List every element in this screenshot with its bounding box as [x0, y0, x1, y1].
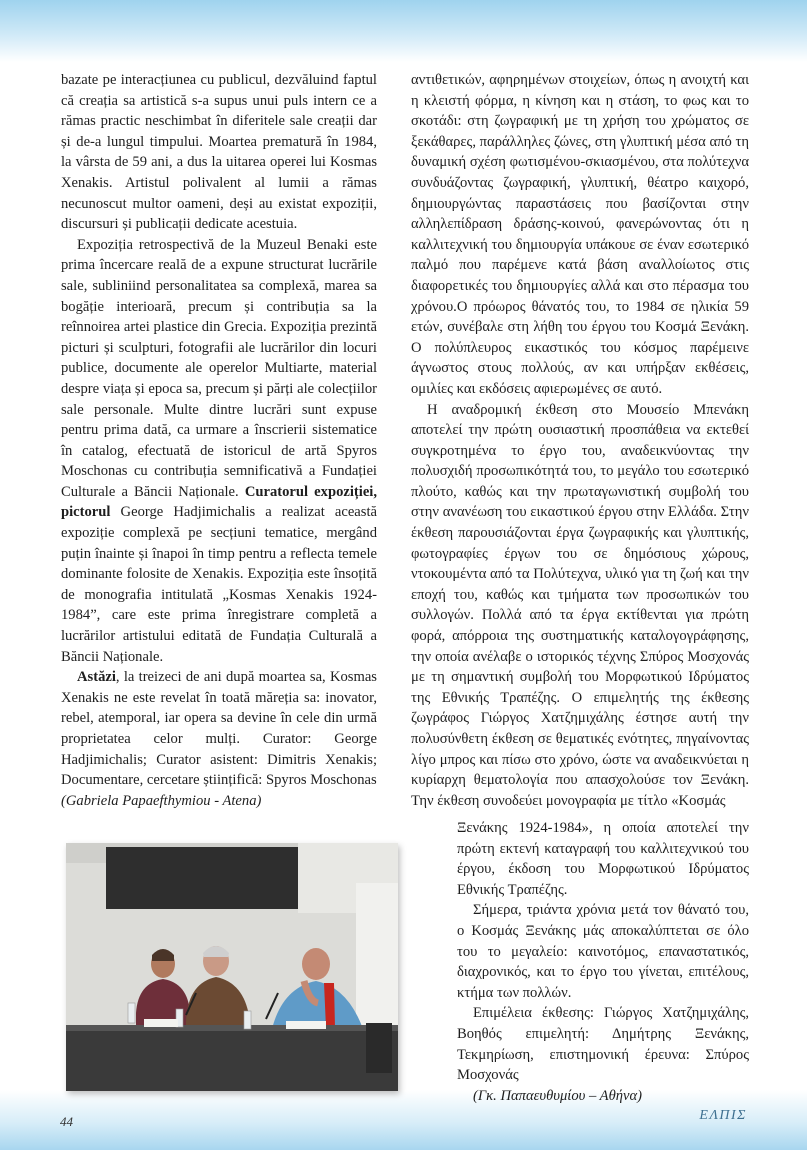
left-paragraph-1: bazate pe interacțiunea cu publicul, dezvăluind faptul că creația sa artistică s-a supus unui puls intern ce a rămas practic neschimbat în diferitele sale creații dar și de-a lungul timpului. Moartea prematură în 1984, la vârsta de 59 ani, a dus la uitarea operei lui Kosmas Xenakis. Artistul polivalent al lumii a rămas necunoscut multor oameni, deși au existat expoziții, discursuri și publicații dedicate acestuia. — [61, 72, 377, 233]
right-paragraph-2-continued: Ξενάκης 1924-1984», η οποία αποτελεί την πρώτη εκτενή καταγραφή του καλλιτεχνικού του έργου, έκδοση του Μορφωτικού Ιδρύματος Εθνικής Τραπέζης. — [457, 820, 749, 898]
left-p3-text: , la treizeci de ani după moartea sa, Kosmas Xenakis ne este revelat în toată măreția sa: inovator, rebel, atemporal, iar opera sa devine în cele din urmă proprietatea celor mulți. Curator: George Hadjimichalis; Curator asistent: Dimitris Xenakis; Documentare, cercetare științifică: Spyros Moschonas — [61, 669, 377, 789]
panel-discussion-photo — [66, 843, 398, 1091]
photo-illustration — [66, 843, 398, 1091]
left-p2-bold-curator: Curatorul expoziției, pictorul — [61, 483, 377, 521]
page-number: 44 — [60, 1114, 73, 1129]
right-text-column — [411, 70, 749, 811]
left-paragraph-2 — [61, 235, 377, 667]
right-paragraph-2: Η αναδρομική έκθεση στο Μουσείο Μπενάκη αποτελεί την πρώτη ουσιαστική προσπάθεια να εκτεθεί συγκροτημένα το έργο του, αναδεικνύοντας την πολυσχιδή προσωπικότητά του, το μεγάλο του εσωτερικό πλούτο, καθώς και την πρωταγωνιστική συμβολή του στην ανανέωση του εικαστικού έργου στην Ελλάδα. Στην έκθεση παρουσιάζονται έργα ζωγραφικής και γλυπτικής, φωτογραφίες έργων του σε δημόσιους χώρους, ντοκουμέντα από τα Πολύτεχνα, υλικό για τη ζωή και την εποχή του, καθώς και τμήματα των προσωπικών του συλλογών. Πολλά από τα έργα εκτίθενται για πρώτη φορά, απόρροια της συστηματικής καταλογογράφησης, την οποία ανέλαβε ο ιστορικός τέχνης Σπύρος Μοσχονάς με τη σημαντική συμβολή του Μορφωτικού Ιδρύματος της Εθνικής Τραπέζης. Ο επιμελητής της έκθεσης ζωγράφος Γιώργος Χατζημιχάλης έστησε αυτή την πολυσύνθετη έκθεση σε θεματικές ενότητες, πηγαίνοντας λίγο μπρος και πίσω στο χρόνο, ώστε να αναδεικνύεται η κυρίαρχη θεματολογία που απασχολούσε τον Ξενάκη. Την έκθεση συνοδεύει μονογραφία με τίτλο «Κοσμάς — [411, 401, 749, 809]
top-decorative-band — [0, 0, 807, 62]
left-text-column — [61, 70, 377, 811]
left-p3-bold-today: Astăzi — [77, 669, 116, 686]
right-paragraph-4: Επιμέλεια έκθεσης: Γιώργος Χατζημιχάλης, Βοηθός επιμελητή: Δημήτρης Ξενάκης, Τεκμηρίωση, επιστημονική έρευνα: Σπύρος Μοσχονάς — [457, 1005, 749, 1084]
right-paragraph-1: αντιθετικών, αφηρημένων στοιχείων, όπως η ανοιχτή και η κλειστή φόρμα, η κίνηση και η στάση, το φως και το σκοτάδι: στη ζωγραφική με τη χρήση του χρώματος σε ξεκάθαρες, παράλληλες ζώνες, στη γλυπτική μέσα από τη δυναμική σχέση φωτισμένου-σκιασμένου, στα πολύτεχνα συνδυάζοντας ζωγραφική, γλυπτική, θέατρο καιχορό, δημιουργώντας παραστάσεις που βασίζονται στην αλληλεπίδραση δράσης-κοινού, φανερώνοντας ότι η καλλιτεχνική του δημιουργία υπάκουε σε έναν εσωτερικό παλμό που παρέμενε κατά βάση αναλλοίωτος στις διαφορετικές του δημιουργίες αλλά και στο πέρασμα του χρόνου.Ο πρόωρος θάνατός του, το 1984 σε ηλικία 59 ετών, συνέβαλε στη λήθη του έργου του Κοσμά Ξενάκη. Ο πολύπλευρος εικαστικός του κόσμος παρέμεινε άγνωστος στους πολλούς, αν και υπήρξαν εκθέσεις, ομιλίες και εκδόσεις αφιερωμένες σε αυτό. — [411, 72, 749, 397]
right-signature: (Γκ. Παπαευθυμίου – Αθήνα) — [473, 1087, 642, 1104]
left-signature: (Gabriela Papaefthymiou - Atena) — [61, 792, 262, 809]
left-p2-text-end: George Hadjimichalis a realizat această expoziție complexă pe secțiuni tematice, mergând puțin înainte și înapoi în timp pentru a reflecta temele dominante folosite de Xenakis. Expoziția este însoțită de monografia intitulată „Kosmas Xenakis 1924-1984”, care este prima înregistrare completă a lucrărilor artistului editată de Fundația Culturală a Băncii Naționale. — [61, 504, 377, 665]
left-paragraph-3 — [61, 667, 377, 791]
right-paragraph-3: Σήμερα, τριάντα χρόνια μετά τον θάνατό του, ο Κοσμάς Ξενάκης μάς αποκαλύπτεται σε όλο του το μεγαλείο: καινοτόμος, επαναστατικός, διαχρονικός, και το έργο του γίνεται, επιτέλους, κτήμα των πολλών. — [457, 902, 749, 1001]
left-p2-text-start: Expoziția retrospectivă de la Muzeul Benaki este prima încercare reală de a expune structurat lucrările sale, subliniind personalitatea sa complexă, marea sa bogăție interioară, precum și contribuția sa la reînnoirea artei plastice din Grecia. Expoziția prezintă picturi și sculpturi, fotografii ale lucrărilor din locuri publice, documente ale operelor Multiarte, material despre viața și epoca sa, precum și părți ale colecțiilor sale personale. Multe dintre lucrări sunt expuse pentru prima dată, ca urmare a înscrierii sistematice în catalog, efectuată de istoricul de artă Spyros Moschonas cu contribuția semnificativă a Fundației Culturale a Băncii Naționale. — [61, 236, 377, 500]
right-text-column-lower — [457, 818, 749, 1106]
running-title: ΕΛΠΙΣ — [699, 1108, 747, 1123]
